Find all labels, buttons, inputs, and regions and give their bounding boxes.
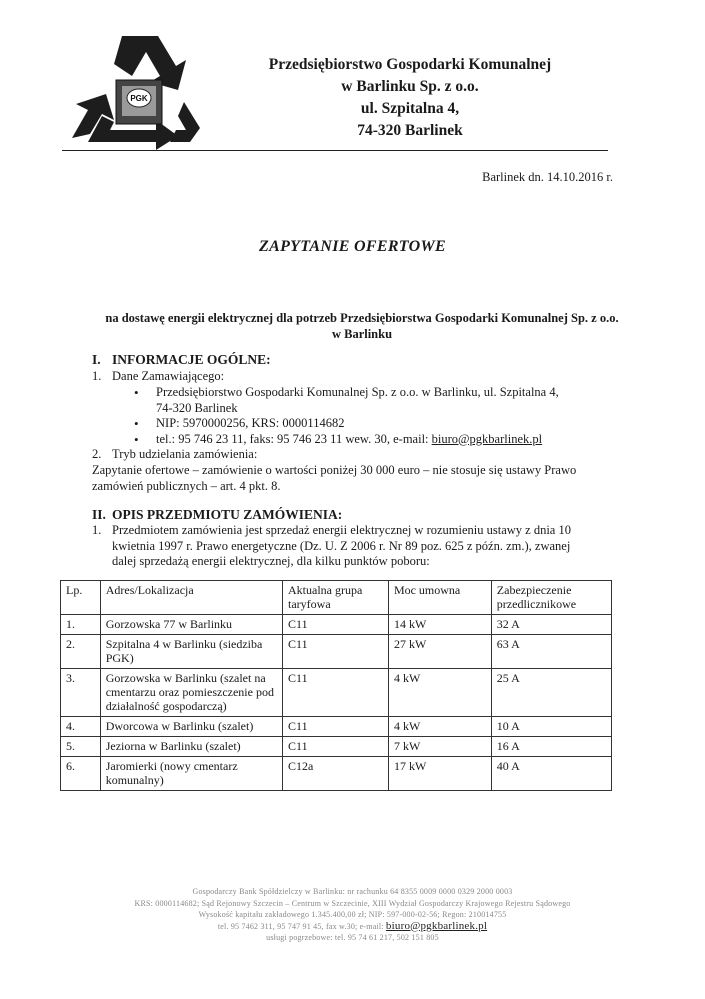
document-date: Barlinek dn. 14.10.2016 r. — [482, 170, 613, 184]
cell-power: 7 kW — [388, 737, 491, 757]
cell-power: 4 kW — [388, 669, 491, 717]
company-header — [210, 54, 610, 142]
cell-address: Gorzowska w Barlinku (szalet na cmentarzu oraz pomieszczenie pod działalność gospodarczą) — [100, 669, 282, 717]
email-link[interactable]: biuro@pgkbarlinek.pl — [431, 431, 543, 446]
table-row — [61, 757, 612, 791]
company-street: ul. Szpitalna 4, — [360, 100, 460, 117]
cell-protection: 10 A — [491, 717, 611, 737]
contact-phone-text: tel.: 95 746 23 11, faks: 95 746 23 11 wew. 30, e-mail: — [156, 431, 432, 446]
list-item — [134, 385, 614, 416]
logo-text: PGK — [130, 94, 148, 103]
bullet-address-line-1: • Przedsiębiorstwo Gospodarki Komunalnej Sp. z o.o. w Barlinku, ul. Szpitalna 4, — [156, 385, 559, 399]
footer-email-link[interactable]: biuro@pgkbarlinek.pl — [385, 919, 488, 932]
item-text — [92, 523, 622, 570]
cell-address: Szpitalna 4 w Barlinku (siedziba PGK) — [100, 635, 282, 669]
document-subject — [62, 310, 662, 342]
cell-address: Jaromierki (nowy cmentarz komunalny) — [100, 757, 282, 791]
table-row — [61, 669, 612, 717]
company-location: w Barlinku Sp. z o.o. — [341, 78, 479, 95]
cell-power: 4 kW — [388, 717, 491, 737]
header-lp: Lp. — [61, 581, 101, 615]
cell-power: 27 kW — [388, 635, 491, 669]
recycling-logo — [66, 30, 216, 150]
cell-lp: 2. — [61, 635, 101, 669]
procurement-mode — [92, 463, 622, 494]
list-item: • NIP: 5970000256, KRS: 0000114682 — [134, 416, 614, 432]
footer-registry: KRS: 0000114682; Sąd Rejonowy Szczecin – Centrum w Szczecinie, XIII Wydział Gospodarczy Krajowego Rejestru Sądowego — [134, 898, 571, 908]
section-2-item-1 — [92, 523, 622, 570]
section-1-heading — [92, 352, 271, 368]
cell-lp: 1. — [61, 615, 101, 635]
section-1-number: I. — [92, 352, 101, 367]
document-title: ZAPYTANIE OFERTOWE — [259, 238, 446, 255]
cell-lp: 6. — [61, 757, 101, 791]
table-header-row — [61, 581, 612, 615]
header-divider — [62, 150, 608, 151]
cell-lp: 4. — [61, 717, 101, 737]
section-1-title: INFORMACJE OGÓLNE: — [112, 352, 271, 367]
cell-tariff: C12a — [283, 757, 389, 791]
item-text: Tryb udzielania zamówienia: — [112, 447, 258, 461]
page-footer — [60, 886, 645, 944]
cell-protection: 63 A — [491, 635, 611, 669]
item-text-line-3: dalej sprzedażą energii elektrycznej, dla kilku punktów poboru: — [112, 554, 430, 568]
cell-tariff: C11 — [283, 635, 389, 669]
section-1-item-1 — [92, 369, 224, 385]
item-number: 1. — [92, 523, 102, 537]
bullet-address-line-2: 74-320 Barlinek — [156, 400, 238, 415]
table-row — [61, 717, 612, 737]
footer-funeral-services: usługi pogrzebowe: tel. 95 74 61 217, 502 151 805 — [266, 933, 439, 942]
subject-line-2: w Barlinku — [331, 327, 393, 341]
item-text-line-1: Przedmiotem zamówienia jest sprzedaż energii elektrycznej w rozumieniu ustawy z dnia 10 — [112, 523, 571, 537]
item-text: Dane Zamawiającego: — [112, 369, 225, 383]
subject-line-1: na dostawę energii elektrycznej dla potrzeb Przedsiębiorstwa Gospodarki Komunalnej Sp. z o.o. — [105, 311, 619, 325]
item-number: 1. — [92, 369, 102, 383]
recycle-arrow-right — [170, 102, 200, 142]
section-2-title: OPIS PRZEDMIOTU ZAMÓWIENIA: — [112, 507, 343, 522]
company-postal: 74-320 Barlinek — [357, 122, 463, 139]
header-power: Moc umowna — [388, 581, 491, 615]
section-2-heading — [92, 507, 342, 523]
cell-address: Gorzowska 77 w Barlinku — [100, 615, 282, 635]
contractor-details-list — [134, 385, 614, 447]
header-address: Adres/Lokalizacja — [100, 581, 282, 615]
cell-tariff: C11 — [283, 737, 389, 757]
procurement-mode-line-2: zamówień publicznych – art. 4 pkt. 8. — [92, 478, 281, 493]
footer-contact — [60, 921, 645, 933]
header-tariff: Aktualna grupa taryfowa — [283, 581, 389, 615]
section-1-item-2 — [92, 447, 257, 463]
table-row — [61, 615, 612, 635]
footer-bank: Gospodarczy Bank Spółdzielczy w Barlinku: nr rachunku 64 8355 0009 0000 0329 2000 0003 — [192, 887, 513, 896]
cell-tariff: C11 — [283, 717, 389, 737]
procurement-mode-line-1: Zapytanie ofertowe – zamówienie o wartości poniżej 30 000 euro – nie stosuje się ustawy Prawo — [92, 463, 577, 477]
footer-phone: tel. 95 7462 311, 95 747 91 45, fax w.30; e-mail: — [217, 921, 386, 931]
cell-protection: 16 A — [491, 737, 611, 757]
header-protection: Zabezpieczenie przedlicznikowe — [491, 581, 611, 615]
cell-address: Dworcowa w Barlinku (szalet) — [100, 717, 282, 737]
cell-lp: 3. — [61, 669, 101, 717]
item-text-line-2: kwietnia 1997 r. Prawo energetyczne (Dz. U. Z 2006 r. Nr 89 poz. 625 z późn. zm.), zwanej — [112, 538, 571, 553]
footer-capital: Wysokość kapitału zakładowego 1.345.400,00 zł; NIP: 597-000-02-56; Regon: 210014755 — [198, 910, 507, 919]
cell-protection: 32 A — [491, 615, 611, 635]
table-row — [61, 737, 612, 757]
cell-power: 17 kW — [388, 757, 491, 791]
table-row — [61, 635, 612, 669]
cell-tariff: C11 — [283, 669, 389, 717]
list-item — [134, 432, 614, 448]
cell-protection: 25 A — [491, 669, 611, 717]
item-number: 2. — [92, 447, 102, 461]
cell-lp: 5. — [61, 737, 101, 757]
cell-tariff: C11 — [283, 615, 389, 635]
cell-power: 14 kW — [388, 615, 491, 635]
delivery-points-table — [60, 580, 612, 791]
company-name: Przedsiębiorstwo Gospodarki Komunalnej — [268, 56, 552, 73]
cell-address: Jeziorna w Barlinku (szalet) — [100, 737, 282, 757]
cell-protection: 40 A — [491, 757, 611, 791]
section-2-number: II. — [92, 507, 106, 522]
